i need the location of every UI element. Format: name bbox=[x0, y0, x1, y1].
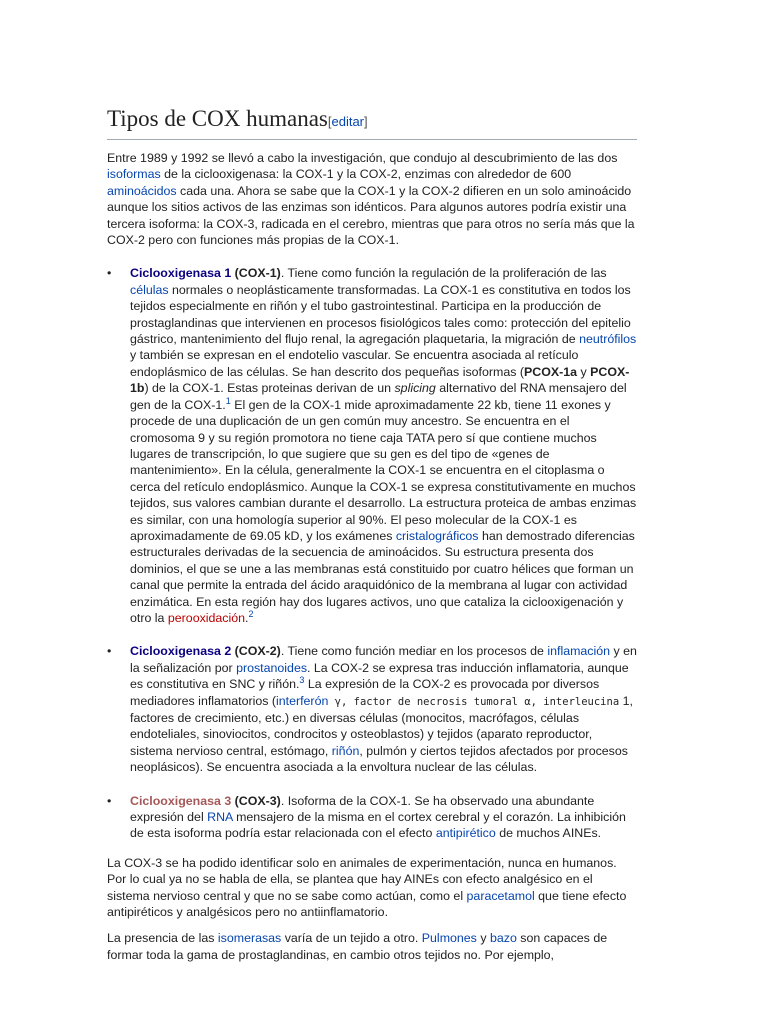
isoformas-link[interactable]: isoformas bbox=[107, 167, 161, 182]
edit-link[interactable]: editar bbox=[331, 114, 365, 129]
pulmones-link[interactable]: Pulmones bbox=[421, 931, 477, 946]
cox3-code: (COX-3) bbox=[231, 793, 281, 808]
cristalograficos-link[interactable]: cristalográficos bbox=[395, 528, 479, 543]
cox-list bbox=[107, 265, 637, 841]
ref-2-link[interactable]: 2 bbox=[248, 608, 254, 619]
perooxidacion-link[interactable]: perooxidación bbox=[167, 610, 246, 625]
rna-link[interactable]: RNA bbox=[207, 810, 233, 825]
ref-1-link[interactable]: 1 bbox=[225, 395, 231, 406]
paracetamol-link[interactable]: paracetamol bbox=[466, 888, 535, 903]
section-title: Tipos de COX humanas bbox=[107, 106, 328, 131]
splicing-term: splicing bbox=[394, 381, 436, 396]
list-item-cox3: • Ciclooxigenasa 3 (COX-3). Isoforma de la COX-1. Se ha observado una abundante expresión del RNA mensajero de la misma en el cortex cerebral y el corazón. La inhibición de esta isoforma podría estar relacionada con el efecto antipirético de muchos AINEs. bbox=[107, 793, 626, 841]
antipiretico-link[interactable]: antipirético bbox=[435, 826, 496, 841]
isomerasas-link[interactable]: isomerasas bbox=[217, 931, 282, 946]
isomerasas-paragraph: La presencia de las isomerasas varía de un tejido a otro. Pulmones y bazo son capaces de formar toda la gama de prostaglandinas, en cambio otros tejidos no. Por ejemplo, bbox=[107, 931, 608, 962]
bullet: • bbox=[107, 644, 112, 659]
rinon-link[interactable]: riñón bbox=[331, 743, 360, 758]
cox2-term-link[interactable]: Ciclooxigenasa 2 bbox=[130, 644, 232, 659]
cox1-term-link[interactable]: Ciclooxigenasa 1 bbox=[130, 266, 232, 281]
bullet: • bbox=[107, 793, 112, 808]
cox1-code: (COX-1) bbox=[231, 266, 281, 281]
mediators-text: γ, factor de necrosis tumoral α, interleucina bbox=[328, 695, 620, 708]
section-heading bbox=[107, 104, 637, 140]
cox3-paragraph: La COX-3 se ha podido identificar solo en animales de experimentación, nunca en humanos. Por lo cual ya no se habla de ella, se plantea que hay AINEs con efecto analgésico en el sistema nervioso central y que no se sabe como actúan, como el paracetamol que tiene efecto antipiréticos y analgésicos pero no antiinflamatorio. bbox=[107, 855, 627, 920]
article-section bbox=[107, 104, 637, 963]
edit-section: [editar] bbox=[327, 114, 368, 129]
pcox1b: PCOX-1b bbox=[130, 364, 630, 396]
inflamacion-link[interactable]: inflamación bbox=[547, 644, 611, 659]
interferon-link[interactable]: interferón bbox=[276, 693, 329, 708]
ref-3-link[interactable]: 3 bbox=[299, 675, 305, 686]
neutrofilos-link[interactable]: neutrófilos bbox=[579, 332, 637, 347]
list-item-cox1: • Ciclooxigenasa 1 (COX-1). Tiene como función la regulación de la proliferación de las células normales o neoplásticamente transformadas. La COX-1 es constitutiva en todos los tejidos especialmente en riñón y el tubo gastrointestinal. Participa en la producción de prostaglandinas que intervienen en procesos fisiológicos tales como: protección del epitelio gástrico, mantenimiento del flujo renal, la agregación plaquetaria, la migración de neutrófilos y también se expresan en el endotelio vascular. Se encuentra asociada al retículo endoplásmico de las células. Se han descrito dos pequeñas isoformas (PCOX-1a y PCOX-1b) de la COX-1. Estas proteinas derivan de un splicing alternativo del RNA mensajero del gen de la COX-1.$^1$ El gen de la COX-1 mide aproximadamente 22 kb, tiene 11 exones y procede de una duplicación de un gen común muy ancestro. Se encuentra en el cromosoma 9 y su región promotora no tiene caja TATA pero sí que contiene muchos lugares de transcripción, lo que sugiere que su gen es del tipo de «genes de mantenimiento». En la célula, generalmente la COX-1 se encuentra en el citoplasma o cerca del retículo endoplásmico. Aunque la COX-1 se expresa constitutivamente en muchos tejidos, sus valores cambian durante el desarrollo. La estructura proteica de ambas enzimas es similar, con una homología superior al 90%. El peso molecular de la COX-1 es aproximadamente de 69.05 kD, y los exámenes cristalográficos han demostrado diferencias estructurales derivadas de la secuencia de aminoácidos. Su estructura presenta dos dominios, el que se une a las membranas está constituido por cuatro hélices que forman un canal que permite la entrada del ácido araquidónico de la membrana al lugar con actividad enzimática. En esta región hay dos lugares activos, uno que cataliza la ciclooxigenación y otro la perooxidación.$^2$ bbox=[107, 266, 637, 625]
cox3-term-link[interactable]: Ciclooxigenasa 3 bbox=[130, 793, 232, 808]
list-item-cox2: • Ciclooxigenasa 2 (COX-2). Tiene como función mediar en los procesos de inflamación y en la señalización por prostanoides. La COX-2 se expresa tras inducción inflamatoria, aunque es constitutiva en SNC y riñón.$^3$ La expresión de la COX-2 es provocada por diversos mediadores inflamatorios (interferón γ, factor de necrosis tumoral α, interleucina 1, factores de crecimiento, etc.) en diversas células (monocitos, macrófagos, células endoteliales, sinoviocitos, condrocitos y osteoblastos) y tejidos (aparato reproductor, sistema nervioso central, estómago, riñón, pulmón y ciertos tejidos afectados por procesos neoplásicos). Se encuentra asociada a la envoltura nuclear de las células. bbox=[107, 644, 637, 775]
pcox1a: PCOX-1a bbox=[523, 364, 578, 379]
aminoacidos-link[interactable]: aminoácidos bbox=[107, 183, 177, 198]
prostanoides-link[interactable]: prostanoides bbox=[236, 660, 308, 675]
bullet: • bbox=[107, 266, 112, 281]
cox2-code: (COX-2) bbox=[231, 644, 281, 659]
intro-paragraph: Entre 1989 y 1992 se llevó a cabo la investigación, que condujo al descubrimiento de las dos isoformas de la ciclooxigenasa: la COX-1 y la COX-2, enzimas con alrededor de 600 aminoácidos cada una. Ahora se sabe que la COX-1 y la COX-2 difieren en un solo aminoácido aunque los sitios activos de las enzimas son idénticos. Para algunos autores podría existir una tercera isoforma: la COX-3, radicada en el cerebro, mientras que para otros no sería más que la COX-2 pero con funciones más propias de la COX-1. bbox=[107, 151, 635, 248]
celulas-link[interactable]: células bbox=[130, 282, 169, 297]
bazo-link[interactable]: bazo bbox=[489, 931, 517, 946]
